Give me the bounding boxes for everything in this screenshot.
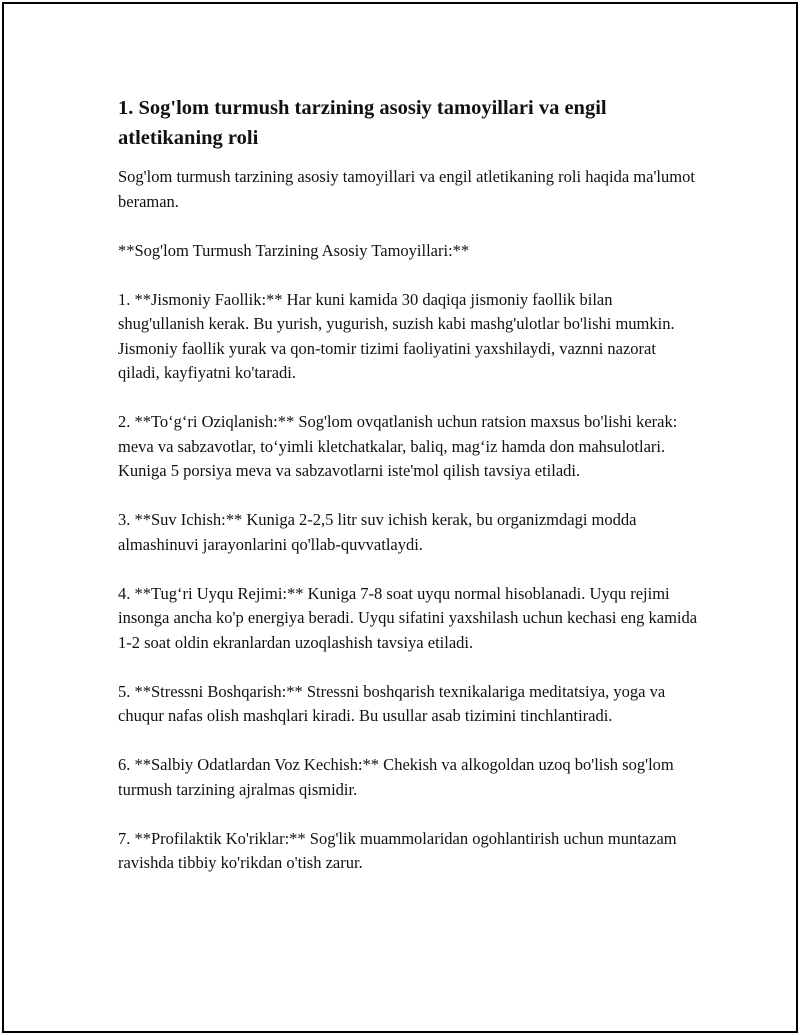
- intro-paragraph: Sog'lom turmush tarzining asosiy tamoyillari va engil atletikaning roli haqida ma'lumot beraman.: [118, 167, 695, 211]
- document-body: [118, 93, 698, 876]
- document-title: 1. Sog'lom turmush tarzining asosiy tamoyillari va engil atletikaning roli: [118, 97, 607, 149]
- list-item-nutrition: 2. **To‘g‘ri Oziqlanish:** Sog'lom ovqatlanish uchun ratsion maxsus bo'lishi kerak: meva va sabzavotlar, to‘yimli kletchatkalar, baliq, mag‘iz hamda don mahsulotlari. Kuniga 5 porsiya meva va sabzavotlarni iste'mol qilish tavsiya etiladi.: [118, 412, 678, 480]
- list-item-physical-activity: 1. **Jismoniy Faollik:** Har kuni kamida 30 daqiqa jismoniy faollik bilan shug'ullanish kerak. Bu yurish, yugurish, suzish kabi mashg'ulotlar bo'lishi mumkin. Jismoniy faollik yurak va qon-tomir tizimi faoliyatini yaxshilaydi, vaznni nazorat qiladi, kayfiyatni ko'taradi.: [118, 289, 675, 382]
- section-heading: **Sog'lom Turmush Tarzining Asosiy Tamoyillari:**: [118, 240, 470, 260]
- list-item-bad-habits: 6. **Salbiy Odatlardan Voz Kechish:** Chekish va alkogoldan uzoq bo'lish sog'lom turmush tarzining ajralmas qismidir.: [118, 755, 674, 799]
- list-item-stress: 5. **Stressni Boshqarish:** Stressni boshqarish texnikalariga meditatsiya, yoga va chuqur nafas olish mashqlari kiradi. Bu usullar asab tizimini tinchlantiradi.: [118, 681, 666, 725]
- list-item-sleep: 4. **Tug‘ri Uyqu Rejimi:** Kuniga 7-8 soat uyqu normal hisoblanadi. Uyqu rejimi insonga ancha ko'p energiya beradi. Uyqu sifatini yaxshilash uchun kechasi eng kamida 1-2 soat oldin ekranlardan uzoqlashish tavsiya etiladi.: [118, 583, 698, 652]
- list-item-water: 3. **Suv Ichish:** Kuniga 2-2,5 litr suv ichish kerak, bu organizmdagi modda almashinuvi jarayonlarini qo'llab-quvvatlaydi.: [118, 510, 637, 554]
- list-item-checkups: 7. **Profilaktik Ko'riklar:** Sog'lik muammolaridan ogohlantirish uchun muntazam ravishda tibbiy ko'rikdan o'tish zarur.: [118, 828, 677, 872]
